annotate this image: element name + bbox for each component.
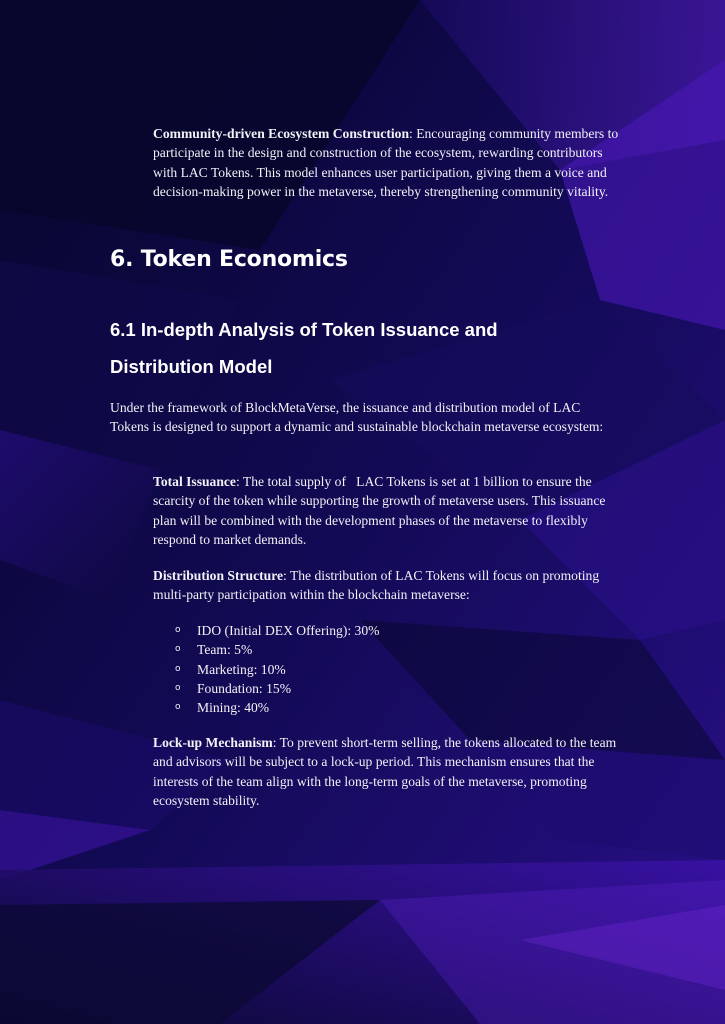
list-item: [175, 660, 379, 679]
list-item-label: Foundation: 15%: [197, 680, 292, 696]
bullet-icon: o: [175, 644, 181, 655]
list-item-label: Marketing: 10%: [197, 661, 286, 677]
distribution-paragraph: [153, 566, 623, 605]
lockup-title: Lock-up Mechanism: [153, 735, 273, 750]
list-item: [175, 679, 379, 698]
distribution-list: [175, 621, 379, 717]
list-item-label: Team: 5%: [197, 642, 253, 658]
section-heading: 6. Token Economics: [110, 247, 348, 272]
list-item-label: IDO (Initial DEX Offering): 30%: [197, 623, 380, 638]
intro-paragraph: Under the framework of BlockMetaVerse, the issuance and distribution model of LAC Tokens is designed to support a dynamic and sustainable blockchain metaverse ecosystem:: [110, 400, 604, 435]
distribution-text: : The distribution of LAC Tokens will focus on promoting multi-party participation within the blockchain metaverse:: [153, 568, 600, 603]
distribution-title: Distribution Structure: [153, 568, 284, 583]
list-item-label: Mining: 40%: [197, 700, 270, 716]
community-paragraph: [153, 124, 623, 202]
bullet-icon: o: [175, 702, 181, 713]
community-title: Community-driven Ecosystem Construction: [153, 126, 410, 141]
lockup-text: : To prevent short-term selling, the tokens allocated to the team and advisors will be subject to a lock-up period. This mechanism ensures that the interests of the team align with the long-term goals of the metaverse, promoting ecosystem stability.: [153, 735, 617, 809]
list-item: [175, 621, 379, 640]
bullet-icon: o: [175, 625, 181, 635]
lockup-paragraph: [153, 733, 623, 811]
list-item: [175, 640, 379, 659]
total-issuance-paragraph: [153, 472, 623, 550]
bullet-icon: o: [175, 663, 181, 674]
community-text: : Encouraging community members to participate in the design and construction of the ecosystem, rewarding contributors with LAC Tokens. This model enhances user participation, giving them a voice and decision-making power in the metaverse, thereby strengthening community vitality.: [153, 126, 619, 200]
total-issuance-text: : The total supply of LAC Tokens is set at 1 billion to ensure the scarcity of the token while supporting the growth of metaverse users. This issuance plan will be combined with the development phases of the metaverse to flexibly respond to market demands.: [153, 474, 606, 548]
bullet-icon: o: [175, 682, 181, 693]
total-issuance-title: Total Issuance: [153, 474, 236, 489]
list-item: [175, 698, 379, 717]
subsection-heading: 6.1 In-depth Analysis of Token Issuance and Distribution Model: [110, 319, 498, 377]
